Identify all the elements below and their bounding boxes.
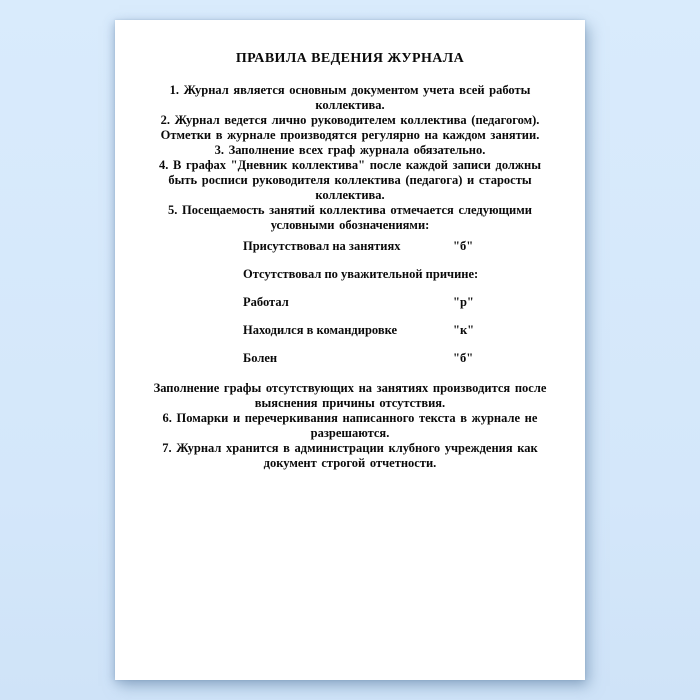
rule-paragraph-1: 1. Журнал является основным документом учета всей работы коллектива. (169, 83, 531, 112)
attendance-code: "р" (453, 295, 474, 309)
attendance-label: Отсутствовал по уважительной причине: (243, 267, 479, 281)
attendance-row (243, 239, 552, 254)
attendance-label: Присутствовал на занятиях (243, 239, 401, 253)
page-title: ПРАВИЛА ВЕДЕНИЯ ЖУРНАЛА (235, 51, 465, 66)
rule-paragraph-3: 3. Заполнение всех граф журнала обязательно. (214, 143, 486, 157)
closing-paragraph-3: 7. Журнал хранится в администрации клубного учреждения как документ строгой отчетности. (162, 441, 538, 470)
attendance-row (243, 323, 552, 338)
document-content (148, 20, 552, 471)
rule-paragraph-5: 5. Посещаемость занятий коллектива отмечается следующими условными обозначениями: (168, 203, 532, 232)
attendance-label: Болен (243, 351, 278, 365)
attendance-label: Находился в командировке (243, 323, 398, 337)
attendance-codes-table (243, 239, 552, 366)
attendance-row (243, 295, 552, 310)
attendance-code: "б" (453, 239, 474, 253)
rule-paragraph-4: 4. В графах "Дневник коллектива" после каждой записи должны быть росписи руководителя коллектива (педагога) и старосты коллектива. (159, 158, 541, 202)
rule-paragraph-2: 2. Журнал ведется лично руководителем коллектива (педагогом). Отметки в журнале производятся регулярно на каждом занятии. (160, 113, 540, 142)
attendance-row (243, 267, 552, 282)
closing-paragraph-2: 6. Помарки и перечеркивания написанного текста в журнале не разрешаются. (162, 411, 538, 440)
document-page (115, 20, 585, 680)
closing-paragraph-1: Заполнение графы отсутствующих на занятиях производится после выяснения причины отсутствия. (153, 381, 547, 410)
attendance-code: "к" (453, 323, 475, 337)
attendance-code: "б" (453, 351, 474, 365)
attendance-row (243, 351, 552, 366)
attendance-label: Работал (243, 295, 289, 309)
